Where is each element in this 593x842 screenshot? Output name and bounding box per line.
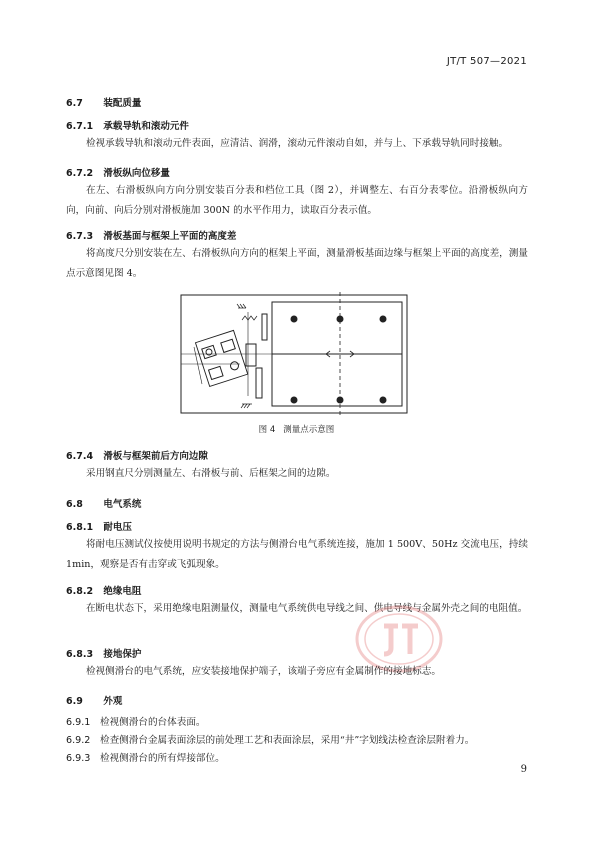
- item-number: 6.9.2: [66, 735, 91, 746]
- measurement-diagram: [180, 292, 410, 417]
- section-title: 耐电压: [103, 522, 132, 533]
- section-heading: [66, 583, 141, 597]
- section-number: 6.8: [66, 499, 83, 510]
- paragraph: 检视承载导轨和滚动元件表面，应清洁、润滑，滚动元件滚动自如，并与上、下承载导轨同时接触。: [86, 138, 509, 149]
- item-text: 检视侧滑台的所有焊接部位。: [100, 753, 225, 764]
- list-item: [66, 732, 474, 746]
- item-text: 检查侧滑台金属表面涂层的前处理工艺和表面涂层，采用“井”字划线法检查涂层附着力。: [100, 735, 475, 746]
- section-heading: [66, 646, 141, 660]
- section-number: 6.8.2: [66, 586, 94, 597]
- section-title: 滑板与框架前后方向边隙: [103, 451, 208, 462]
- figure-title: 测量点示意图: [283, 425, 335, 435]
- section-heading: [66, 95, 141, 109]
- section-number: 6.8.1: [66, 522, 94, 533]
- page-number: 9: [520, 764, 527, 775]
- paragraph: 采用钢直尺分别测量左、右滑板与前、后框架之间的边隙。: [86, 468, 336, 479]
- standard-code: JT/T 507—2021: [446, 56, 527, 67]
- paragraph: 检视侧滑台的电气系统，应安装接地保护端子，该端子旁应有金属制作的接地标志。: [86, 666, 441, 677]
- paragraph: 在左、右滑板纵向方向分别安装百分表和档位工具（图 2），并调整左、右百分表零位。沿滑板纵向方向，向前、向后分别对滑板施加 300N 的水平作用力，读取百分表示值。: [66, 185, 528, 216]
- section-number: 6.7: [66, 98, 83, 109]
- section-title: 电气系统: [103, 499, 142, 510]
- section-heading: [66, 228, 236, 242]
- section-title: 绝缘电阻: [103, 586, 142, 597]
- list-item: [66, 714, 206, 728]
- section-heading: [66, 519, 132, 533]
- section-heading: [66, 118, 189, 132]
- section-title: 滑板基面与框架上平面的高度差: [103, 231, 237, 242]
- figure-label: 图 4: [258, 425, 276, 435]
- item-number: 6.9.1: [66, 717, 91, 728]
- section-number: 6.7.3: [66, 231, 94, 242]
- item-text: 检视侧滑台的台体表面。: [100, 717, 206, 728]
- section-heading: [66, 496, 141, 510]
- section-number: 6.7.4: [66, 451, 94, 462]
- paragraph: 将高度尺分别安装在左、右滑板纵向方向的框架上平面，测量滑板基面边缘与框架上平面的高度差，测量点示意图见图 4。: [66, 248, 528, 279]
- section-title: 滑板纵向位移量: [103, 168, 170, 179]
- item-number: 6.9.3: [66, 753, 91, 764]
- section-heading: [66, 448, 208, 462]
- section-title: 装配质量: [103, 98, 142, 109]
- list-item: [66, 750, 225, 764]
- paragraph: 在断电状态下，采用绝缘电阻测量仪，测量电气系统供电导线之间、供电导线与金属外壳之间的电阻值。: [86, 603, 528, 614]
- section-number: 6.7.2: [66, 168, 94, 179]
- section-title: 接地保护: [103, 649, 142, 660]
- section-heading: [66, 165, 170, 179]
- section-number: 6.7.1: [66, 121, 94, 132]
- section-number: 6.9: [66, 696, 83, 707]
- section-heading: [66, 693, 122, 707]
- figure-caption: [0, 423, 593, 435]
- section-title: 外观: [103, 696, 123, 707]
- section-number: 6.8.3: [66, 649, 94, 660]
- paragraph: 将耐电压测试仪按使用说明书规定的方法与侧滑台电气系统连接，施加 1 500V、50Hz 交流电压，持续 1min，观察是否有击穿或飞弧现象。: [66, 539, 528, 570]
- section-title: 承载导轨和滚动元件: [103, 121, 189, 132]
